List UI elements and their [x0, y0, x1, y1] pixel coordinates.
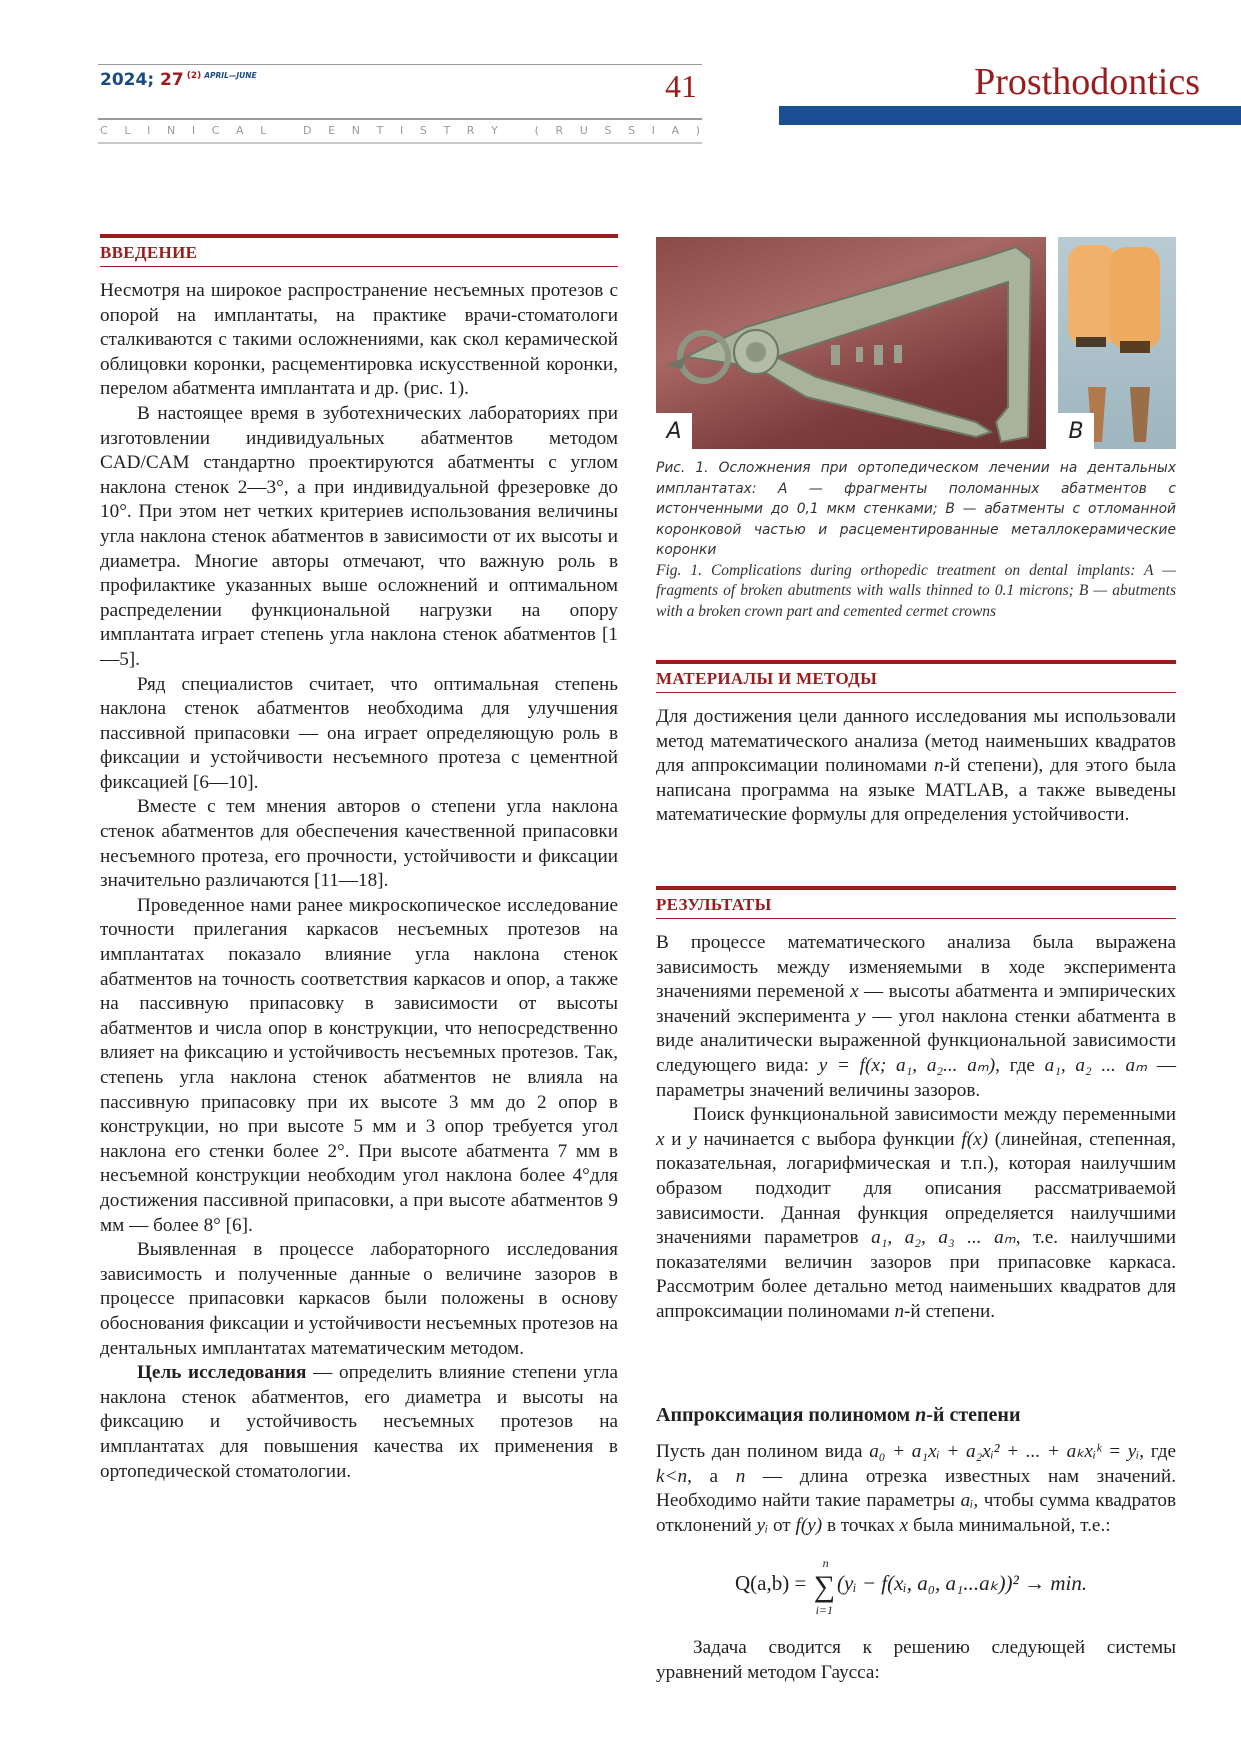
approx-paragraph-2: Задача сводится к решению следующей системы уравнений методом Гаусса: — [656, 1637, 1176, 1683]
heading-introduction: ВВЕДЕНИЕ — [100, 234, 618, 267]
heading-methods: МАТЕРИАЛЫ И МЕТОДЫ — [656, 660, 1176, 693]
results-text-part: и — [664, 1128, 689, 1150]
intro-paragraph-1: Несмотря на широкое распространение несъемных протезов с опорой на имплантаты, на практике врачи-стоматологи сталкиваются с такими осложнениями, как скол керамической облицовки коронки, расцементировка искусственной коронки, перелом абатмента имплантата и др. (рис. 1). — [100, 280, 618, 400]
results-text-part: Поиск функциональной зависимости между переменными — [693, 1104, 1176, 1126]
results-text-part: (линейная, степенная, показательная, логарифмическая и т.п.), которая наилучшим образом подходит для описания рассматриваемой зависимости. Данная функция определяется наилучшими значениями параметров — [656, 1128, 1176, 1249]
sum-symbol: ∑ n i=1 — [813, 1556, 835, 1617]
journal-letter: S — [628, 124, 636, 137]
page-number: 41 — [665, 68, 697, 104]
journal-letter: T — [376, 124, 384, 137]
gauss-text — [656, 1636, 1176, 1685]
math-yi: yᵢ — [756, 1514, 769, 1536]
approx-text-part: — длина отрезка известных нам значений. Необходимо найти такие параметры — [656, 1465, 1176, 1512]
issue-year: 2024; — [100, 70, 155, 90]
results-text — [656, 931, 1176, 1325]
math-ai: aᵢ — [960, 1490, 974, 1512]
math-x: x — [656, 1128, 665, 1150]
methods-text-part: Для достижения цели данного исследования мы использовали метод математического анализа (метод наименьших квадратов для аппроксимации полиномами — [656, 706, 1176, 777]
approx-text-part: , где — [1139, 1441, 1176, 1462]
intro-paragraph-3: Ряд специалистов считает, что оптимальная степень наклона стенок абатментов необходима для улучшения пассивной припасовки — она играет определяющую роль в фиксации и устойчивости несъемного протеза с цементной фиксацией [6—10]. — [100, 673, 618, 793]
figure-label-b: B — [1058, 413, 1094, 449]
header-top-rule — [98, 64, 702, 65]
heading-results: РЕЗУЛЬТАТЫ — [656, 886, 1176, 919]
math-y: y — [856, 1005, 866, 1027]
journal-letter: I — [191, 124, 196, 137]
approx-text-part: Пусть дан полином вида — [656, 1441, 870, 1462]
journal-letter: C — [211, 124, 220, 137]
aim-label: Цель исследования — [137, 1362, 307, 1384]
journal-letter: I — [147, 124, 151, 137]
math-function: y = f(x; a₁, a₂... aₘ) — [818, 1054, 996, 1076]
intro-paragraph-6: Выявленная в процессе лабораторного исследования зависимость и полученные данные о величине зазоров в процессе припасовки каркасов были положены в основу обоснования фиксации и устойчивости несъемных протезов на дентальных имплантатах математическим методом. — [100, 1239, 618, 1359]
formula-lhs: Q(a,b) = — [735, 1571, 812, 1595]
figure-1 — [656, 237, 1176, 449]
results-text-part: В процессе математического анализа была выражена зависимость между изменяемыми в ходе эксперимента значениями переменой — [656, 932, 1176, 1003]
subheading-approximation — [656, 1404, 1020, 1427]
journal-letter: S — [419, 124, 427, 137]
journal-letter: ) — [695, 124, 700, 137]
methods-text — [656, 705, 1176, 828]
intro-paragraph-5: Проведенное нами ранее микроскопическое исследование точности прилегания каркасов несъемных протезов на имплантатах показало влияние угла наклона стенок абатментов на точность соответствия каркасов и опор, а также на пассивную припасовку в зависимости от высоты абатментов и числа опор в конструкции, что непосредственно влияет на фиксацию и устойчивость несъемных протезов. Так, степень угла наклона стенок абатментов не влияла на пассивную припасовку при их высоте 3 мм до 2 опор в конструкции, но при высоте 5 мм и 3 опор требуется угол наклона его стенки более 2°. При высоте абатмента 7 мм в несъемной конструкции необходим угол наклона более 4°для достижения пассивной припасовки, а при высоте абатментов 9 мм — более 8° [6]. — [100, 894, 618, 1236]
intro-paragraph-2: В настоящее время в зуботехнических лабораториях при изготовлении индивидуальных абатментов методом CAD/CAM стандартно проектируются абатменты с углом наклона стенок 2—3°, а при индивидуальной фрезеровке до 10°. При этом нет четких критериев использования величины угла наклона стенок абатментов в зависимости от их высоты и диаметра. Многие авторы отмечают, что важную роль в профилактике указанных выше осложнений и оптимальном распределении функциональной нагрузки на опору имплантата играет степень угла наклона стенок абатментов [1—5]. — [100, 402, 618, 670]
section-title: Prosthodontics — [974, 61, 1200, 103]
results-text-part: , где — [995, 1054, 1045, 1076]
journal-letter — [514, 124, 518, 137]
results-text-part: — параметры значений величины зазоров. — [656, 1054, 1177, 1101]
journal-letter: L — [124, 124, 131, 137]
math-n: n — [894, 1300, 905, 1322]
intro-paragraph-aim — [100, 1361, 618, 1484]
subheading-part: -й степени — [926, 1404, 1021, 1426]
results-paragraph-2 — [656, 1103, 1176, 1324]
journal-letter: A — [671, 124, 680, 137]
journal-letter: R — [466, 124, 475, 137]
math-n: n — [933, 755, 944, 777]
math-fy: f(y) — [795, 1514, 823, 1536]
journal-letter: N — [166, 124, 176, 137]
figure-caption — [656, 458, 1176, 622]
results-text-part: -й степени. — [904, 1300, 996, 1322]
issue-volume: 27 — [160, 70, 184, 90]
math-params: a₁, a₂, a₃ ... aₘ — [871, 1227, 1016, 1249]
issue-info — [100, 70, 257, 90]
header-bottom-rule — [98, 142, 702, 144]
approx-text-part: , а — [687, 1465, 736, 1487]
figure-caption-en: Fig. 1. Complications during orthopedic treatment on dental implants: A — fragments of broken abutments with walls thinned to 0.1 microns; B — abutments with a broken crown part and cemented cermet crowns — [656, 561, 1176, 620]
issue-number: (2) — [186, 71, 202, 82]
journal-letter: I — [651, 124, 655, 137]
methods-paragraph-1 — [656, 705, 1176, 828]
math-n: n — [735, 1465, 746, 1487]
sum-upper-limit: n — [822, 1556, 829, 1570]
results-text-part: — высоты абатмента и эмпирических значений эксперимента — [656, 981, 1176, 1027]
header-mid-rule — [98, 118, 702, 120]
figure-caption-ru: Рис. 1. Осложнения при ортопедическом лечении на дентальных имплантатах: A — фрагменты поломанных абатментов с истонченными до 0,1 мкм стенками; B — абатменты с отломанной коронковой частью и расцементированные металлокерамические коронки — [656, 460, 1176, 558]
journal-letter: U — [579, 124, 588, 137]
results-text-part: начинается с выбора функции — [696, 1128, 962, 1150]
approx-text-part: , чтобы сумма квадратов отклонений — [656, 1490, 1177, 1536]
journal-letter: S — [604, 124, 612, 137]
results-text-part: , т.е. наилучшими показателями величин зазоров при припасовке каркаса. Рассмотрим более детально метод наименьших квадратов для аппроксимации полиномами — [656, 1227, 1176, 1322]
journal-letter: I — [399, 124, 404, 137]
aim-text: — определить влияние степени угла наклона стенок абатментов, его диаметра и высоты на фиксацию и устойчивость несъемных протезов на имплантатах для повышения качества их применения в ортопедической стоматологии. — [100, 1362, 618, 1482]
math-x: x — [899, 1514, 909, 1536]
math-params: a₁, a₂ ... aₘ — [1044, 1054, 1148, 1076]
least-squares-formula — [735, 1556, 1088, 1617]
approx-text-part: от — [768, 1514, 796, 1536]
introduction-text — [100, 279, 618, 1484]
issue-months: APRIL—JUNE — [204, 71, 257, 80]
approx-text-part: в точках — [822, 1514, 900, 1536]
journal-letter: N — [351, 124, 360, 137]
figure-label-a: A — [656, 413, 692, 449]
math-fx: f(x) — [961, 1128, 988, 1150]
math-polynomial: a₀ + a₁xᵢ + a₂xᵢ² + ... + aₖxᵢᵏ = yᵢ — [869, 1441, 1140, 1462]
journal-letter: E — [328, 124, 336, 137]
journal-letter: C — [100, 124, 108, 137]
math-k-lt-n: k<n — [656, 1465, 688, 1487]
subheading-part: Аппроксимация полиномом — [656, 1404, 916, 1426]
approx-text-part: была минимальной, т.е.: — [908, 1514, 1111, 1536]
journal-letter: ( — [534, 124, 539, 137]
results-paragraph-1 — [656, 931, 1176, 1103]
approximation-text — [656, 1440, 1176, 1538]
results-text-part: — угол наклона стенки абатмента в виде аналитически выраженной функциональной зависимости следующего вида: — [656, 1005, 1177, 1076]
formula-rhs: (yᵢ − f(xᵢ, a₀, a₁...aₖ))² → min. — [836, 1571, 1088, 1595]
approx-paragraph-1 — [656, 1440, 1176, 1538]
caliper-and-abutments-illustration — [656, 237, 1046, 449]
section-color-bar — [779, 106, 1241, 125]
intro-paragraph-4: Вместе с тем мнения авторов о степени угла наклона стенок абатментов для обеспечения качественной припасовки несъемного протеза, его прочности, устойчивости и фиксации значительно различаются [11—18]. — [100, 796, 618, 892]
journal-letter: T — [443, 124, 451, 137]
journal-letter: R — [555, 124, 564, 137]
journal-letter: A — [236, 124, 244, 137]
journal-letter: D — [303, 124, 312, 137]
methods-text-part: -й степени), для этого была написана программа на языке MATLAB, а также выведены математические формулы для определения устойчивости. — [656, 755, 1176, 826]
math-n: n — [915, 1404, 927, 1426]
figure-photo-a — [656, 237, 1046, 449]
journal-letter — [283, 124, 287, 137]
math-x: x — [850, 981, 859, 1003]
sum-lower-limit: i=1 — [815, 1603, 834, 1617]
journal-name — [100, 124, 700, 137]
journal-letter: Y — [491, 124, 498, 137]
math-y: y — [688, 1128, 697, 1150]
journal-letter: L — [260, 124, 267, 137]
figure-photo-b — [1058, 237, 1176, 449]
